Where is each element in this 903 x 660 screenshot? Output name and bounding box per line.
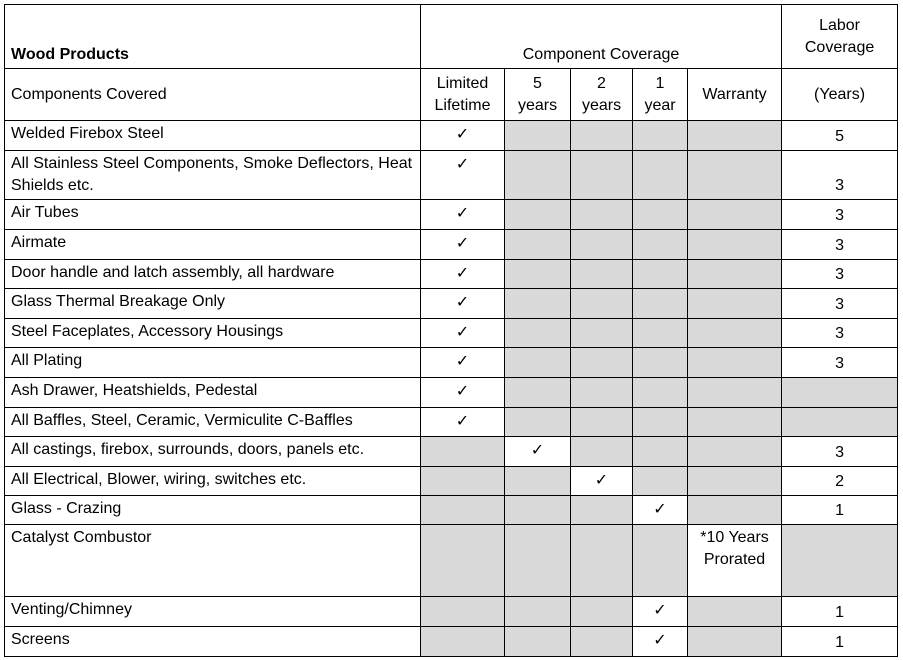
empty-shaded-cell (688, 597, 782, 627)
labor-years: 2 (782, 467, 898, 496)
empty-shaded-cell (505, 289, 571, 319)
empty-shaded-cell (571, 151, 633, 200)
empty-shaded-cell (688, 151, 782, 200)
component-name: Screens (5, 627, 421, 657)
coverage-cell (505, 437, 571, 467)
empty-shaded-cell (633, 408, 688, 437)
component-name: All Stainless Steel Components, Smoke Deflectors, Heat Shields etc. (5, 151, 421, 200)
labor-years: 3 (782, 319, 898, 348)
warranty-heading: Warranty (688, 69, 782, 121)
empty-shaded-cell (571, 319, 633, 348)
empty-shaded-cell (505, 525, 571, 597)
empty-shaded-cell (633, 230, 688, 260)
two-years-unit: years (581, 96, 622, 114)
table-row (5, 230, 898, 260)
years-heading: (Years) (782, 69, 898, 121)
checkmark-icon: ✓ (455, 124, 470, 143)
two-years-heading (571, 69, 633, 121)
empty-shaded-cell (505, 597, 571, 627)
empty-shaded-cell (571, 408, 633, 437)
coverage-cell (633, 627, 688, 657)
empty-shaded-cell (633, 289, 688, 319)
coverage-cell (421, 121, 505, 151)
table-row (5, 378, 898, 408)
component-name: Air Tubes (5, 200, 421, 230)
table-row (5, 260, 898, 289)
checkmark-icon: ✓ (653, 630, 667, 649)
component-name: Glass Thermal Breakage Only (5, 289, 421, 319)
coverage-cell (421, 260, 505, 289)
labor-years: 3 (782, 260, 898, 289)
table-row (5, 597, 898, 627)
empty-shaded-cell (688, 378, 782, 408)
one-year-number: 1 (655, 74, 665, 92)
empty-shaded-cell (571, 525, 633, 597)
empty-shaded-cell (421, 627, 505, 657)
coverage-cell (421, 200, 505, 230)
empty-shaded-cell (421, 496, 505, 525)
empty-shaded-cell (688, 437, 782, 467)
labor-years: 1 (782, 496, 898, 525)
warranty-text: *10 Years Prorated (688, 525, 782, 597)
one-year-heading (633, 69, 688, 121)
empty-shaded-cell (505, 230, 571, 260)
checkmark-icon: ✓ (455, 154, 470, 173)
empty-shaded-cell (505, 378, 571, 408)
empty-shaded-cell (688, 230, 782, 260)
empty-shaded-cell (505, 408, 571, 437)
table-row (5, 408, 898, 437)
empty-shaded-cell (688, 200, 782, 230)
component-name: Glass - Crazing (5, 496, 421, 525)
component-name: Welded Firebox Steel (5, 121, 421, 151)
empty-shaded-cell (571, 627, 633, 657)
empty-shaded-cell (571, 230, 633, 260)
coverage-cell (421, 151, 505, 200)
table-row (5, 467, 898, 496)
labor-years: 3 (782, 348, 898, 378)
limited-lifetime-heading (421, 69, 505, 121)
empty-shaded-cell (421, 437, 505, 467)
checkmark-icon: ✓ (455, 203, 470, 222)
empty-shaded-cell (688, 121, 782, 151)
labor-coverage-heading: Labor Coverage (782, 5, 898, 69)
empty-shaded-cell (571, 348, 633, 378)
component-name: All Baffles, Steel, Ceramic, Vermiculite C-Baffles (5, 408, 421, 437)
table-row (5, 627, 898, 657)
labor-years: 3 (782, 437, 898, 467)
table-row (5, 289, 898, 319)
wood-products-heading: Wood Products (5, 5, 421, 69)
component-name: Catalyst Combustor (5, 525, 421, 597)
empty-shaded-cell (633, 151, 688, 200)
table-row (5, 525, 898, 597)
empty-shaded-cell (688, 496, 782, 525)
empty-shaded-cell (633, 525, 688, 597)
empty-shaded-cell (505, 260, 571, 289)
checkmark-icon: ✓ (455, 292, 470, 311)
empty-shaded-cell (571, 260, 633, 289)
empty-shaded-cell (505, 348, 571, 378)
checkmark-icon: ✓ (455, 351, 470, 370)
checkmark-icon: ✓ (455, 411, 470, 430)
empty-shaded-cell (633, 200, 688, 230)
subheader-row (5, 69, 898, 121)
coverage-cell (421, 378, 505, 408)
header-row (5, 5, 898, 69)
labor-years: 3 (782, 289, 898, 319)
empty-shaded-cell (633, 348, 688, 378)
checkmark-icon: ✓ (594, 470, 609, 489)
empty-shaded-cell (505, 200, 571, 230)
empty-shaded-cell (782, 378, 898, 408)
component-coverage-heading: Component Coverage (421, 5, 782, 69)
empty-shaded-cell (633, 467, 688, 496)
empty-shaded-cell (633, 378, 688, 408)
coverage-cell (571, 467, 633, 496)
empty-shaded-cell (571, 200, 633, 230)
component-name: Ash Drawer, Heatshields, Pedestal (5, 378, 421, 408)
coverage-cell (421, 408, 505, 437)
empty-shaded-cell (688, 627, 782, 657)
empty-shaded-cell (571, 289, 633, 319)
checkmark-icon: ✓ (455, 322, 470, 341)
empty-shaded-cell (505, 496, 571, 525)
coverage-cell (421, 289, 505, 319)
empty-shaded-cell (505, 627, 571, 657)
checkmark-icon: ✓ (530, 440, 545, 459)
labor-years: 1 (782, 597, 898, 627)
coverage-cell (421, 319, 505, 348)
one-year-unit: year (644, 96, 676, 114)
labor-years: 5 (782, 121, 898, 151)
components-covered-heading: Components Covered (5, 69, 421, 121)
empty-shaded-cell (571, 121, 633, 151)
empty-shaded-cell (421, 467, 505, 496)
empty-shaded-cell (505, 319, 571, 348)
table-row (5, 121, 898, 151)
table-row (5, 151, 898, 200)
empty-shaded-cell (505, 121, 571, 151)
component-name: Door handle and latch assembly, all hardware (5, 260, 421, 289)
coverage-cell (633, 597, 688, 627)
warranty-table (4, 4, 898, 657)
coverage-cell (421, 348, 505, 378)
empty-shaded-cell (571, 496, 633, 525)
coverage-cell (421, 230, 505, 260)
empty-shaded-cell (571, 597, 633, 627)
empty-shaded-cell (688, 467, 782, 496)
empty-shaded-cell (421, 525, 505, 597)
empty-shaded-cell (688, 289, 782, 319)
empty-shaded-cell (688, 260, 782, 289)
table-row (5, 319, 898, 348)
table-row (5, 200, 898, 230)
five-years-number: 5 (533, 74, 542, 92)
empty-shaded-cell (633, 437, 688, 467)
component-name: Steel Faceplates, Accessory Housings (5, 319, 421, 348)
empty-shaded-cell (571, 378, 633, 408)
empty-shaded-cell (421, 597, 505, 627)
component-name: Airmate (5, 230, 421, 260)
empty-shaded-cell (633, 121, 688, 151)
checkmark-icon: ✓ (653, 600, 667, 619)
empty-shaded-cell (633, 260, 688, 289)
empty-shaded-cell (505, 151, 571, 200)
empty-shaded-cell (782, 408, 898, 437)
table-row (5, 437, 898, 467)
checkmark-icon: ✓ (455, 263, 470, 282)
labor-years: 1 (782, 627, 898, 657)
two-years-number: 2 (597, 74, 606, 92)
empty-shaded-cell (782, 525, 898, 597)
empty-shaded-cell (505, 467, 571, 496)
labor-years: 3 (782, 200, 898, 230)
empty-shaded-cell (571, 437, 633, 467)
five-years-unit: years (517, 96, 558, 114)
checkmark-icon: ✓ (653, 499, 667, 518)
coverage-cell (633, 496, 688, 525)
labor-years: 3 (782, 151, 898, 200)
component-name: All Electrical, Blower, wiring, switches etc. (5, 467, 421, 496)
five-years-heading (505, 69, 571, 121)
limited-lifetime-label: Limited Lifetime (434, 74, 491, 114)
checkmark-icon: ✓ (455, 381, 470, 400)
empty-shaded-cell (688, 319, 782, 348)
table-row (5, 348, 898, 378)
component-name: All Plating (5, 348, 421, 378)
empty-shaded-cell (688, 348, 782, 378)
table-row (5, 496, 898, 525)
labor-years: 3 (782, 230, 898, 260)
empty-shaded-cell (688, 408, 782, 437)
empty-shaded-cell (633, 319, 688, 348)
checkmark-icon: ✓ (455, 233, 470, 252)
component-name: All castings, firebox, surrounds, doors, panels etc. (5, 437, 421, 467)
component-name: Venting/Chimney (5, 597, 421, 627)
